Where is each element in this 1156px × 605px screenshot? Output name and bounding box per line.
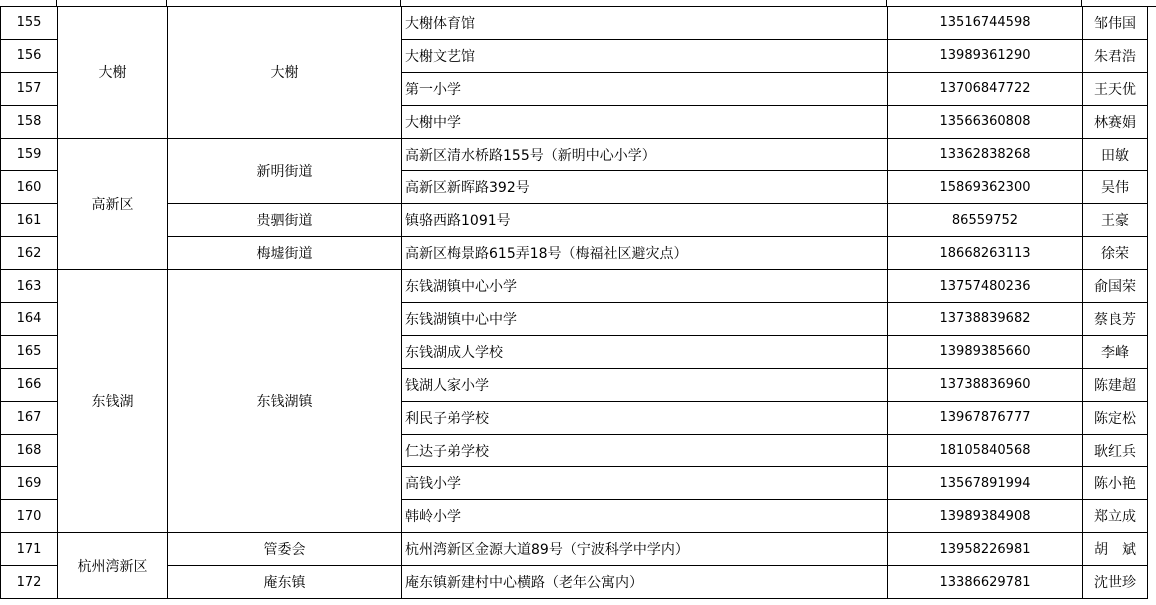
street-cell: 庵东镇 [168, 566, 402, 599]
address-cell: 东钱湖镇中心小学 [402, 270, 888, 303]
row-number: 169 [1, 467, 58, 500]
contact-cell: 王豪 [1083, 204, 1148, 237]
row-number: 165 [1, 335, 58, 368]
row-number: 166 [1, 368, 58, 401]
address-cell: 仁达子弟学校 [402, 434, 888, 467]
row-number: 162 [1, 237, 58, 270]
phone-cell: 13566360808 [888, 105, 1083, 138]
address-cell: 杭州湾新区金源大道89号（宁波科学中学内） [402, 533, 888, 566]
phone-cell: 13738839682 [888, 303, 1083, 336]
address-cell: 大榭中学 [402, 105, 888, 138]
street-cell: 新明街道 [168, 138, 402, 204]
contact-cell: 沈世珍 [1083, 566, 1148, 599]
phone-cell: 86559752 [888, 204, 1083, 237]
row-number: 171 [1, 533, 58, 566]
table-row [1, 237, 1148, 270]
street-cell: 梅墟街道 [168, 237, 402, 270]
contact-cell: 徐荣 [1083, 237, 1148, 270]
contact-cell: 胡 斌 [1083, 533, 1148, 566]
district-cell: 高新区 [58, 138, 168, 270]
phone-cell: 13516744598 [888, 7, 1083, 40]
phone-cell: 13958226981 [888, 533, 1083, 566]
row-number: 161 [1, 204, 58, 237]
table-row [1, 270, 1148, 303]
phone-cell: 13738836960 [888, 368, 1083, 401]
address-cell: 东钱湖镇中心中学 [402, 303, 888, 336]
phone-cell: 13989361290 [888, 39, 1083, 72]
row-number: 172 [1, 566, 58, 599]
phone-cell: 13567891994 [888, 467, 1083, 500]
phone-cell: 13989384908 [888, 500, 1083, 533]
row-number: 155 [1, 7, 58, 40]
phone-cell: 13706847722 [888, 72, 1083, 105]
phone-cell: 13362838268 [888, 138, 1083, 171]
street-cell: 贵驷街道 [168, 204, 402, 237]
row-number: 156 [1, 39, 58, 72]
contact-cell: 邹伟国 [1083, 7, 1148, 40]
shelter-table [0, 6, 1148, 599]
address-cell: 庵东镇新建村中心横路（老年公寓内） [402, 566, 888, 599]
phone-cell: 13386629781 [888, 566, 1083, 599]
contact-cell: 陈建超 [1083, 368, 1148, 401]
row-number: 160 [1, 171, 58, 204]
district-cell: 东钱湖 [58, 270, 168, 533]
address-cell: 韩岭小学 [402, 500, 888, 533]
phone-cell: 13989385660 [888, 335, 1083, 368]
contact-cell: 王天优 [1083, 72, 1148, 105]
table-row [1, 204, 1148, 237]
contact-cell: 李峰 [1083, 335, 1148, 368]
address-cell: 东钱湖成人学校 [402, 335, 888, 368]
contact-cell: 吴伟 [1083, 171, 1148, 204]
table-row [1, 7, 1148, 40]
address-cell: 钱湖人家小学 [402, 368, 888, 401]
row-number: 159 [1, 138, 58, 171]
contact-cell: 蔡良芳 [1083, 303, 1148, 336]
address-cell: 高新区清水桥路155号（新明中心小学） [402, 138, 888, 171]
contact-cell: 耿红兵 [1083, 434, 1148, 467]
phone-cell: 13967876777 [888, 401, 1083, 434]
row-number: 163 [1, 270, 58, 303]
row-number: 167 [1, 401, 58, 434]
phone-cell: 15869362300 [888, 171, 1083, 204]
phone-cell: 18105840568 [888, 434, 1083, 467]
contact-cell: 郑立成 [1083, 500, 1148, 533]
address-cell: 利民子弟学校 [402, 401, 888, 434]
row-number: 170 [1, 500, 58, 533]
district-cell: 杭州湾新区 [58, 533, 168, 599]
table-row [1, 138, 1148, 171]
address-cell: 高新区梅景路615弄18号（梅福社区避灾点） [402, 237, 888, 270]
table-row [1, 566, 1148, 599]
street-cell: 管委会 [168, 533, 402, 566]
street-cell: 大榭 [168, 7, 402, 139]
row-number: 157 [1, 72, 58, 105]
contact-cell: 林赛娟 [1083, 105, 1148, 138]
district-cell: 大榭 [58, 7, 168, 139]
address-cell: 大榭文艺馆 [402, 39, 888, 72]
street-cell: 东钱湖镇 [168, 270, 402, 533]
contact-cell: 朱君浩 [1083, 39, 1148, 72]
address-cell: 第一小学 [402, 72, 888, 105]
address-cell: 高新区新晖路392号 [402, 171, 888, 204]
contact-cell: 俞国荣 [1083, 270, 1148, 303]
contact-cell: 陈定松 [1083, 401, 1148, 434]
address-cell: 大榭体育馆 [402, 7, 888, 40]
contact-cell: 陈小艳 [1083, 467, 1148, 500]
address-cell: 镇骆西路1091号 [402, 204, 888, 237]
row-number: 168 [1, 434, 58, 467]
phone-cell: 18668263113 [888, 237, 1083, 270]
phone-cell: 13757480236 [888, 270, 1083, 303]
row-number: 164 [1, 303, 58, 336]
row-number: 158 [1, 105, 58, 138]
table-row [1, 533, 1148, 566]
address-cell: 高钱小学 [402, 467, 888, 500]
contact-cell: 田敏 [1083, 138, 1148, 171]
